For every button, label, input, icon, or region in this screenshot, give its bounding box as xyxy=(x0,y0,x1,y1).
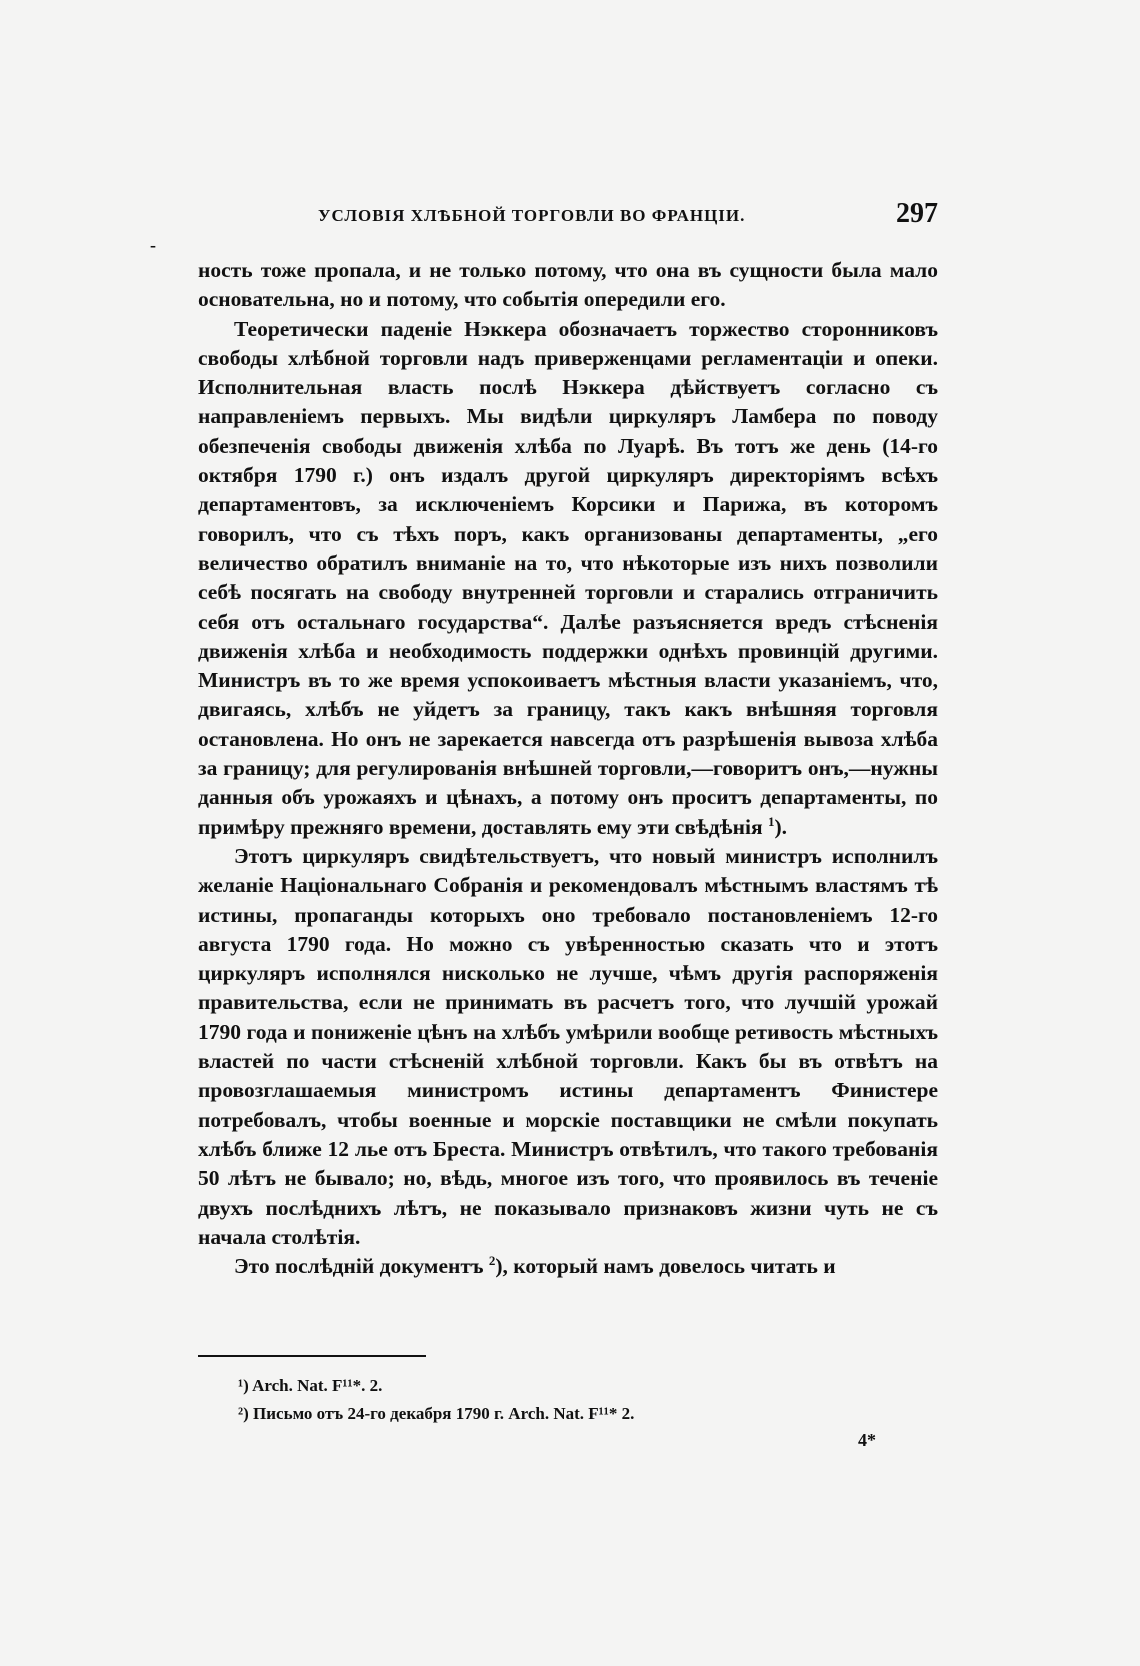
paragraph-2-text: Теоретически паденіе Нэккера обозначаетъ торжество сторонниковъ свободы хлѣбной торговли надъ приверженцами регламентаціи и опеки. Исполнительная власть послѣ Нэккера дѣйствуетъ согласно съ направленіемъ первыхъ. Мы видѣли циркуляръ Ламбера по поводу обезпеченія свободы движенія хлѣба по Луарѣ. Въ тотъ же день (14-го октября 1790 г.) онъ издалъ другой циркуляръ директоріямъ всѣхъ департаментовъ, за исключеніемъ Корсики и Парижа, въ которомъ говорилъ, что съ тѣхъ поръ, какъ организованы департаменты, „его величество обратилъ вниманіе на то, что нѣкоторые изъ нихъ позволили себѣ посягать на свободу внутренней торговли и старались отграничить себя отъ остальнаго государства“. Далѣе разъясняется вредъ стѣсненія движенія хлѣба и необходимость поддержки однѣхъ провинцій другими. Министръ въ то же время успокоиваетъ мѣстныя власти указаніемъ, что, двигаясь, хлѣбъ не уйдетъ за границу, такъ какъ внѣшняя торговля остановлена. Но онъ не зарекается навсегда отъ разрѣшенія вывоза хлѣба за границу; для регулированія внѣшней торговли,—говоритъ онъ,—нужны данныя объ урожаяхъ и цѣнахъ, а потому онъ проситъ департаменты, по примѣру прежняго времени, доставлять ему эти свѣдѣнія xyxy=(198,316,938,839)
footnote-ref-2[interactable]: 2 xyxy=(488,1252,496,1268)
footnote-1 xyxy=(238,1372,938,1400)
footnote-1-text: Arch. Nat. F¹¹*. 2. xyxy=(252,1376,383,1395)
body-text xyxy=(198,256,938,1281)
paragraph-3: Этотъ циркуляръ свидѣтельствуетъ, что новый министръ исполнилъ желаніе Національнаго Собранія и рекомендовалъ мѣстнымъ властямъ тѣ истины, пропаганды которыхъ оно требовало постановленіемъ 12-го августа 1790 года. Но можно съ увѣренностью сказать что и этотъ циркуляръ исполнялся нисколько не лучше, чѣмъ другія распоряженія правительства, если не принимать въ расчетъ того, что лучшій урожай 1790 года и пониженіе цѣнъ на хлѣбъ умѣрили вообще ретивость мѣстныхъ властей по части стѣсненій хлѣбной торговли. Какъ бы въ отвѣтъ на провозглашаемыя министромъ истины департаментъ Финистере потребовалъ, чтобы военные и морскіе поставщики не смѣли покупать хлѣбъ ближе 12 лье отъ Бреста. Министръ отвѣтилъ, что такого требованія 50 лѣтъ не бывало; но, вѣдь, многое изъ того, что проявилось въ теченіе двухъ послѣднихъ лѣтъ, не показывало признаковъ жизни чуть не съ начала столѣтія. xyxy=(198,843,938,1249)
paragraph-1: ность тоже пропала, и не только потому, что она въ сущности была мало основательна, но и потому, что событія опередили его. xyxy=(198,258,938,312)
page-number: 297 xyxy=(896,198,938,229)
footnote-divider xyxy=(198,1355,426,1357)
footnote-1-mark: ¹) xyxy=(238,1376,249,1395)
running-head: УСЛОВІЯ ХЛѢБНОЙ ТОРГОВЛИ ВО ФРАНЦІИ. xyxy=(318,206,746,225)
paragraph-4-end: ), который намъ довелось читать и xyxy=(495,1254,836,1279)
signature-mark: 4* xyxy=(858,1430,876,1450)
paragraph-4-text: Это послѣдній документъ xyxy=(234,1254,484,1279)
footnote-2-mark: ²) xyxy=(238,1404,249,1423)
paragraph-2-end: ). xyxy=(774,814,787,839)
footnotes xyxy=(238,1372,938,1428)
paragraph-4 xyxy=(198,1252,938,1281)
footnote-2 xyxy=(238,1400,938,1428)
page-header xyxy=(198,198,938,234)
margin-mark: - xyxy=(150,235,156,255)
footnote-2-text: Письмо отъ 24-го декабря 1790 г. Arch. Nat. F¹¹* 2. xyxy=(253,1404,635,1423)
paragraph-2 xyxy=(198,315,938,842)
footnote-ref-1[interactable]: 1 xyxy=(767,813,775,829)
